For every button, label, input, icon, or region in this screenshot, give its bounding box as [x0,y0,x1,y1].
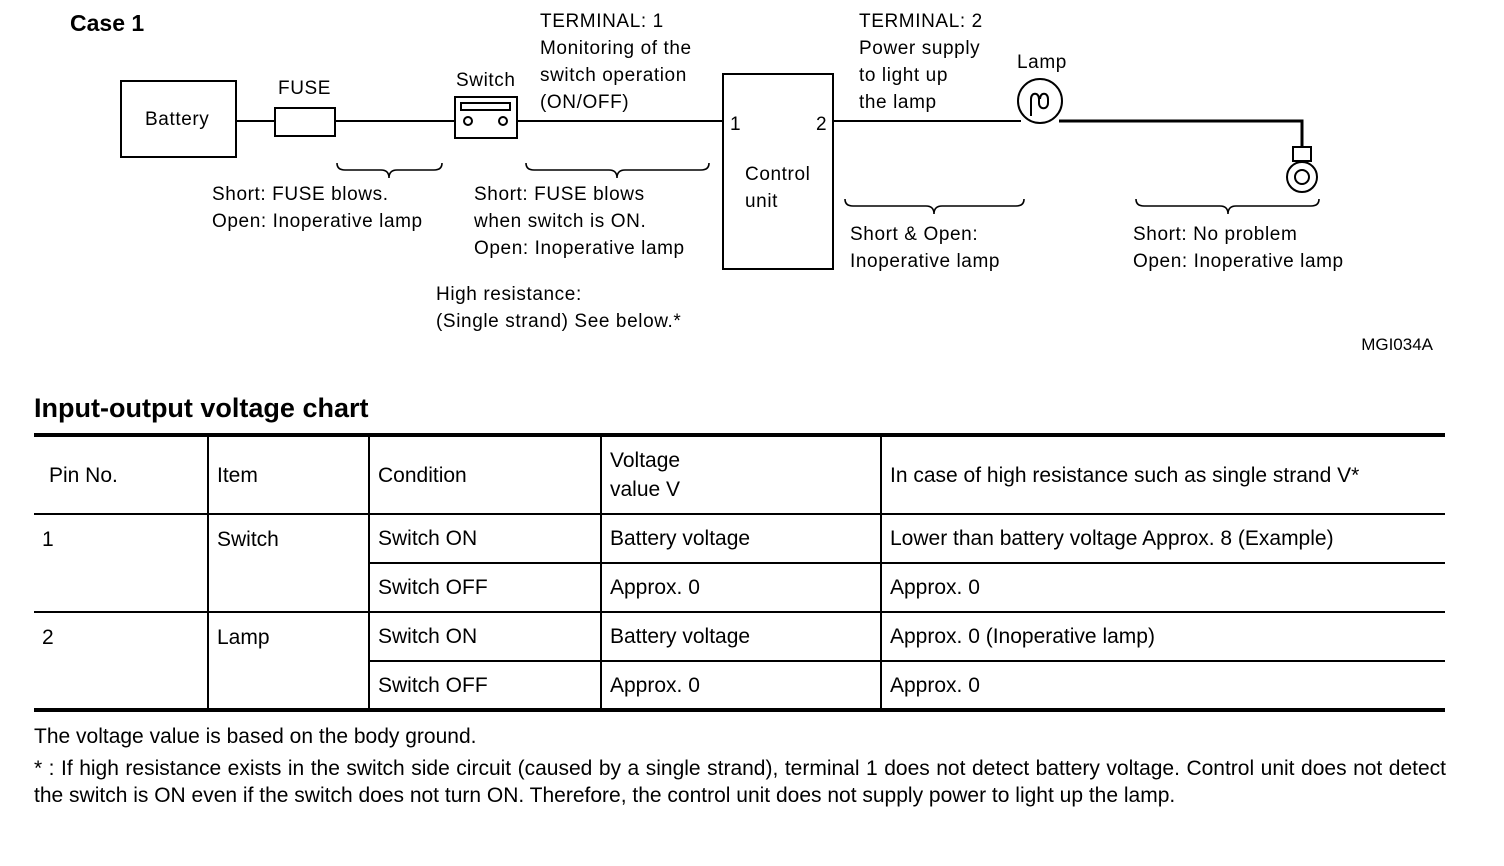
terminal-2-note-line-3: to light up [859,65,948,86]
cell-condition: Switch ON [369,612,601,661]
cell-high-resistance: Lower than battery voltage Approx. 8 (Example) [881,514,1445,563]
battery-block [121,81,236,157]
table-row [34,514,1445,563]
table-header-row [34,435,1445,514]
header-pin-no: Pin No. [34,435,208,514]
cell-item: Lamp [208,612,369,710]
cell-condition: Switch OFF [369,661,601,710]
table-row [34,612,1445,661]
terminal-2-note-line-1: TERMINAL: 2 [859,11,983,32]
brace-fuse-section [337,163,442,178]
ground-note-line-1: Short: No problem [1133,224,1298,245]
cell-condition: Switch ON [369,514,601,563]
case-title: Case 1 [70,10,145,36]
terminal-1-note-line-3: switch operation [540,65,687,86]
fuse-symbol [275,78,335,136]
switch-section-note-line-2: when switch is ON. [474,211,647,232]
switch-label: Switch [456,70,516,91]
switch-symbol [455,70,517,138]
control-unit-label-line-2: unit [745,191,779,212]
fuse-label: FUSE [278,78,332,99]
fuse-section-note-line-2: Open: Inoperative lamp [212,211,423,232]
chart-title: Input-output voltage chart [34,393,369,423]
cell-high-resistance: Approx. 0 [881,661,1445,710]
terminal-1-note-line-2: Monitoring of the [540,38,692,59]
header-high-resistance: In case of high resistance such as single strand V* [881,435,1445,514]
wire-lamp-ground [1059,121,1302,147]
lamp-feed-note-line-2: Inoperative lamp [850,251,1001,272]
brace-lamp-feed-section [845,199,1024,214]
cell-voltage: Approx. 0 [601,661,881,710]
battery-label: Battery [145,109,210,130]
fuse-section-note-line-1: Short: FUSE blows. [212,184,389,205]
lamp-label: Lamp [1017,52,1067,73]
voltage-table [34,433,1445,712]
cell-voltage: Approx. 0 [601,563,881,612]
header-condition: Condition [369,435,601,514]
lamp-feed-note-line-1: Short & Open: [850,224,979,245]
cell-high-resistance: Approx. 0 [881,563,1445,612]
high-resistance-footnote: * : If high resistance exists in the switch side circuit (caused by a single strand), terminal 1 does not detect battery voltage. Control unit does not detect the switch is ON even if the switch does not turn ON. Therefore, the control unit does not supply power to light up the lamp. [34,757,1446,807]
header-voltage-line-1: Voltage [610,449,681,472]
brace-switch-section [526,163,709,178]
header-voltage-line-2: value V [610,478,681,501]
cell-voltage: Battery voltage [601,612,881,661]
high-resistance-note-line-1: High resistance: [436,284,582,305]
terminal-1-note-line-4: (ON/OFF) [540,92,630,113]
cell-condition: Switch OFF [369,563,601,612]
ground-reference-note: The voltage value is based on the body ground. [34,725,477,748]
control-unit-block [723,74,833,269]
cell-pin: 1 [34,514,208,612]
cell-voltage: Battery voltage [601,514,881,563]
terminal-2-note-line-2: Power supply [859,38,981,59]
ground-note-line-2: Open: Inoperative lamp [1133,251,1344,272]
figure-reference: MGI034A [1361,335,1433,354]
brace-ground-section [1136,199,1319,214]
cell-pin: 2 [34,612,208,710]
switch-section-note-line-1: Short: FUSE blows [474,184,645,205]
control-unit-label-line-1: Control [745,164,811,185]
lamp-symbol [1017,52,1067,123]
circuit-diagram [0,0,1504,380]
terminal-1-note-line-1: TERMINAL: 1 [540,11,664,32]
control-unit-pin-2: 2 [816,114,828,135]
terminal-2-note-line-4: the lamp [859,92,937,113]
ground-symbol [1287,147,1317,192]
control-unit-pin-1: 1 [730,114,742,135]
header-voltage [601,435,881,514]
cell-high-resistance: Approx. 0 (Inoperative lamp) [881,612,1445,661]
header-item: Item [208,435,369,514]
switch-section-note-line-3: Open: Inoperative lamp [474,238,685,259]
cell-item: Switch [208,514,369,612]
high-resistance-note-line-2: (Single strand) See below.* [436,311,682,332]
